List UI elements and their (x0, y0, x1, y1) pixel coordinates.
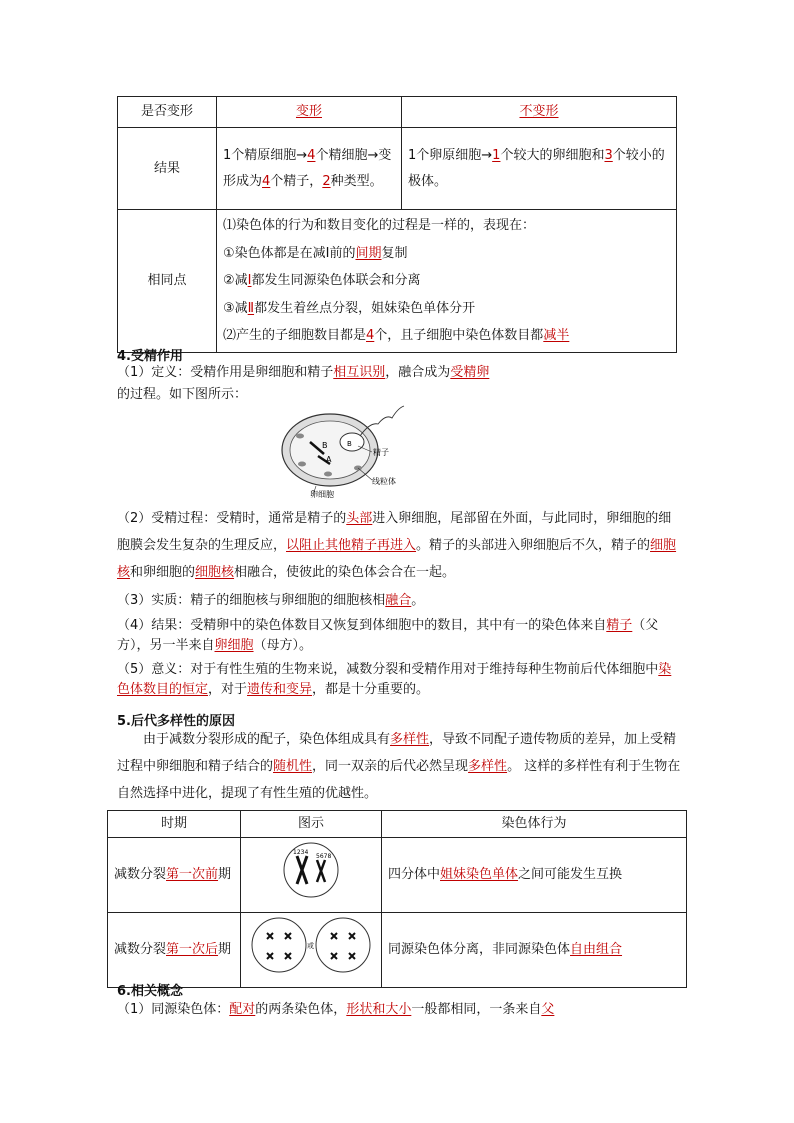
label-b: B (322, 441, 328, 450)
paragraph: （3）实质：精子的细胞核与卵细胞的细胞核相融合。 (117, 593, 425, 608)
table-row (118, 210, 677, 353)
label-egg: 卵细胞 (310, 490, 334, 499)
anaphase-figure (249, 915, 373, 975)
paragraph: （1）同源染色体：配对的两条染色体，形状和大小一般都相同，一条来自父 (117, 1002, 555, 1017)
paragraph: （4）结果：受精卵中的染色体数目又恢复到体细胞中的数目，其中有一的染色体来自精子（父方），另一半来自卵细胞（母方）。 (117, 618, 659, 653)
section-title: 4.受精作用 (117, 349, 183, 364)
comparison-table (117, 96, 677, 353)
egg-result: 1个卵原细胞→1个较大的卵细胞和3个较小的极体。 (402, 128, 677, 210)
row-label: 结果 (118, 128, 217, 210)
table-row: 减数分裂第一次前期 1234 5678 四分体中姐妹染色单体之间可能发生互换 (108, 838, 687, 913)
similarities: ⑴染色体的行为和数目变化的过程是一样的，表现在： ①染色体都是在减Ⅰ前的间期复制 ②减Ⅰ都发生同源染色体联会和分离 ③减Ⅱ都发生着丝点分裂，姐妹染色单体分开 ⑵产生的子细胞数目都是4个，且子细胞中染色体数目都减半 (217, 210, 677, 353)
svg-text:B: B (347, 440, 352, 448)
svg-text:5678: 5678 (316, 853, 332, 860)
column-header: 染色体行为 (382, 811, 687, 838)
section-title: 5.后代多样性的原因 (117, 714, 235, 729)
svg-text:或: 或 (307, 942, 314, 950)
row-label: 相同点 (118, 210, 217, 353)
table-row (118, 97, 677, 128)
paragraph: 由于减数分裂形成的配子，染色体组成具有多样性，导致不同配子遗传物质的差异，加上受精过程中卵细胞和精子结合的随机性，同一双亲的后代必然呈现多样性。 这样的多样性有利于生物在自然选择中进化，提现了有性生殖的优越性。 (117, 732, 681, 801)
column-header: 时期 (108, 811, 241, 838)
table-row: 减数分裂第一次后期 或 同源染色体分离，非同源染色体自由组合 (108, 913, 687, 988)
fertilization-figure (280, 402, 410, 500)
label-a: A (326, 455, 332, 464)
answer: 变形 (295, 104, 322, 119)
label-sperm: 精子 (373, 448, 389, 457)
paragraph: （2）受精过程：受精时，通常是精子的头部进入卵细胞，尾部留在外面，与此同时，卵细胞的细胞膜会发生复杂的生理反应，以阻止其他精子再进入。精子的头部进入卵细胞后不久，精子的细胞核和卵细胞的细胞核相融合，使彼此的染色体会合在一起。 (117, 511, 677, 580)
label-mitochondria: 线粒体 (372, 477, 396, 486)
section-title: 6.相关概念 (117, 984, 183, 999)
svg-text:1234: 1234 (293, 849, 309, 856)
table-header-row (108, 811, 687, 838)
column-header: 图示 (241, 811, 382, 838)
table-row (118, 128, 677, 210)
sperm-result: 1个精原细胞→4个精细胞→变形成为4个精子，2种类型。 (217, 128, 402, 210)
meiosis-table (107, 810, 687, 988)
paragraph: （5）意义：对于有性生殖的生物来说，减数分裂和受精作用对于维持每种生物前后代体细胞中染色体数目的恒定，对于遗传和变异，都是十分重要的。 (117, 662, 672, 697)
prophase-figure (281, 840, 341, 900)
answer: 不变形 (519, 104, 559, 119)
paragraph: （1）定义：受精作用是卵细胞和精子相互识别，融合成为受精卵 的过程。如下图所示： (117, 365, 490, 402)
row-label: 是否变形 (118, 97, 217, 128)
